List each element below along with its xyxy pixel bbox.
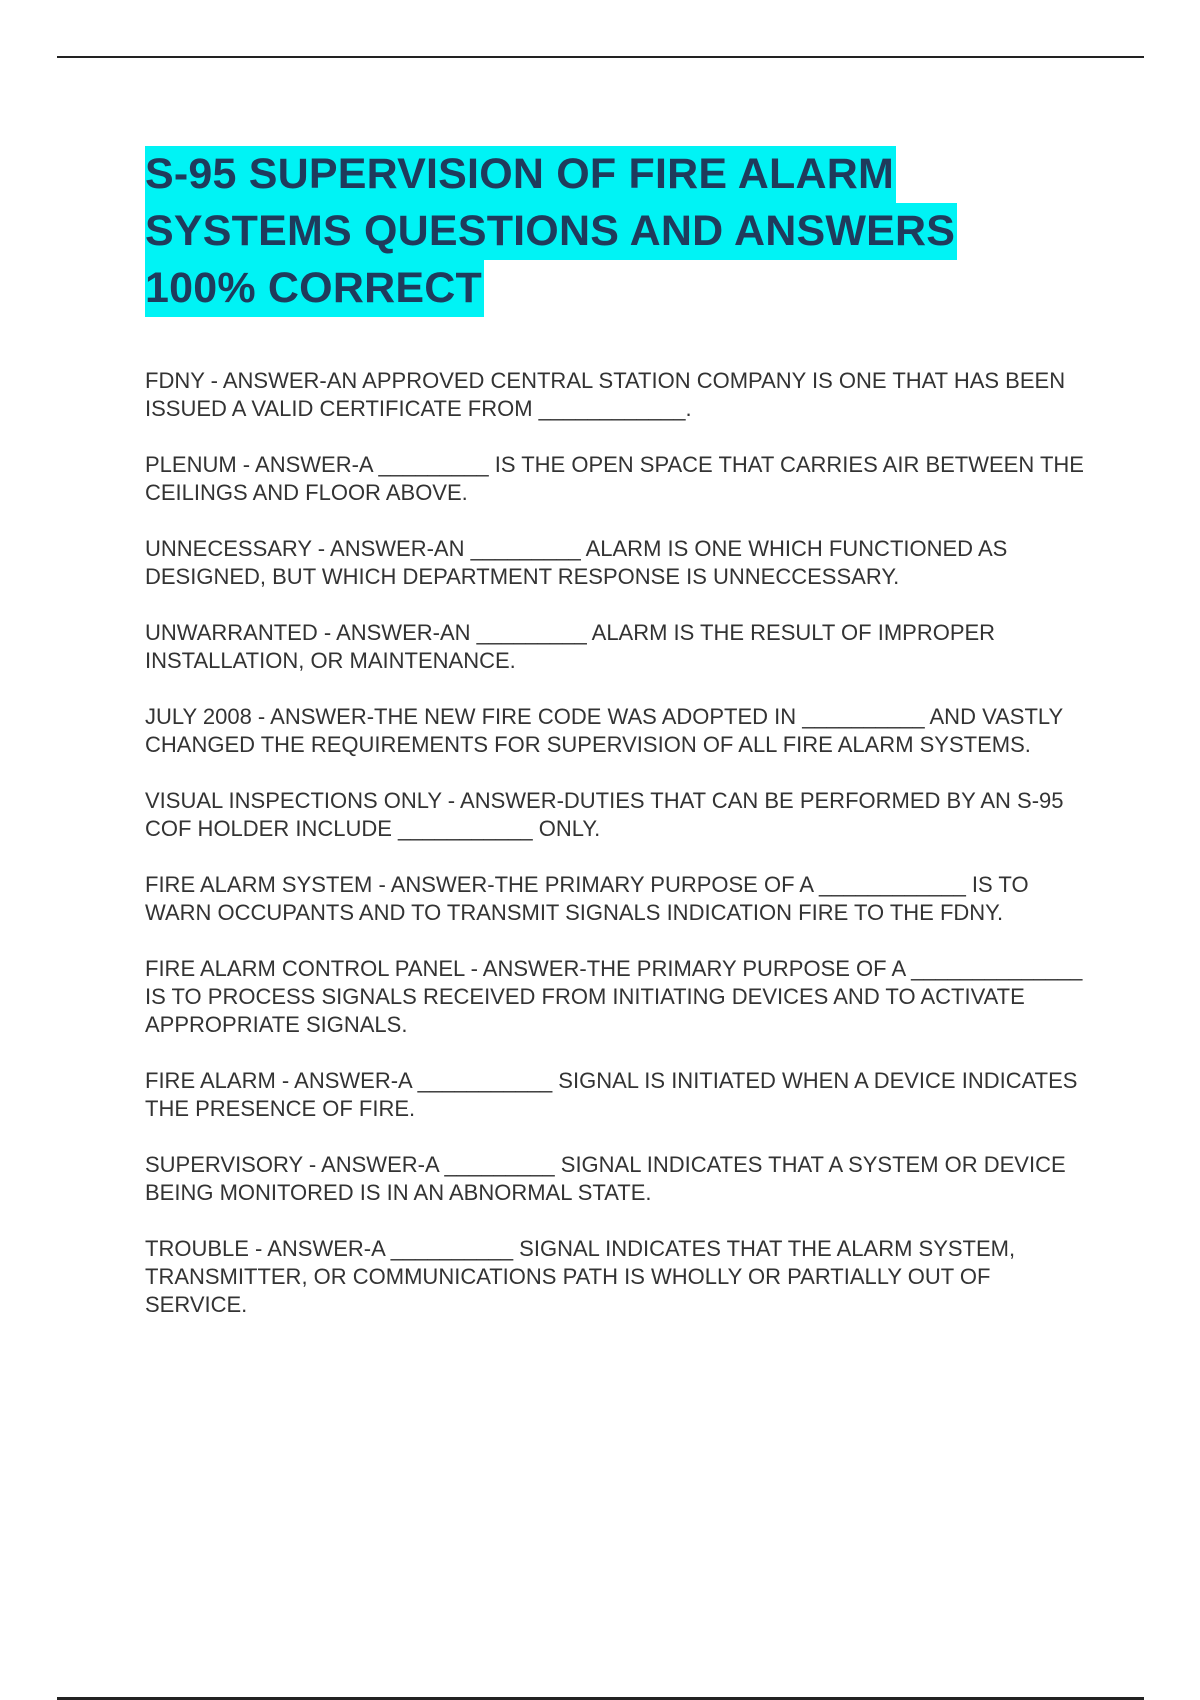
- qa-item-unnecessary: UNNECESSARY - ANSWER-AN _________ ALARM IS ONE WHICH FUNCTIONED AS DESIGNED, BUT WHICH DEPARTMENT RESPONSE IS UNNECCESSARY.: [145, 536, 1008, 589]
- top-rule: [57, 56, 1144, 58]
- qa-item-trouble: TROUBLE - ANSWER-A __________ SIGNAL INDICATES THAT THE ALARM SYSTEM, TRANSMITTER, OR COMMUNICATIONS PATH IS WHOLLY OR PARTIALLY OUT OF SERVICE.: [145, 1236, 1016, 1317]
- qa-item-july-2008: JULY 2008 - ANSWER-THE NEW FIRE CODE WAS ADOPTED IN __________ AND VASTLY CHANGED THE REQUIREMENTS FOR SUPERVISION OF ALL FIRE ALARM SYSTEMS.: [145, 704, 1063, 757]
- qa-item-fdny: FDNY - ANSWER-AN APPROVED CENTRAL STATION COMPANY IS ONE THAT HAS BEEN ISSUED A VALID CERTIFICATE FROM ____________.: [145, 368, 1066, 421]
- qa-item-supervisory: SUPERVISORY - ANSWER-A _________ SIGNAL INDICATES THAT A SYSTEM OR DEVICE BEING MONITORED IS IN AN ABNORMAL STATE.: [145, 1152, 1066, 1205]
- qa-item-unwarranted: UNWARRANTED - ANSWER-AN _________ ALARM IS THE RESULT OF IMPROPER INSTALLATION, OR MAINTENANCE.: [145, 620, 996, 673]
- qa-item-fire-alarm: FIRE ALARM - ANSWER-A ___________ SIGNAL IS INITIATED WHEN A DEVICE INDICATES THE PRESENCE OF FIRE.: [145, 1068, 1078, 1121]
- title-line-1: S-95 SUPERVISION OF FIRE ALARM: [145, 146, 896, 203]
- qa-item-fire-alarm-system: FIRE ALARM SYSTEM - ANSWER-THE PRIMARY PURPOSE OF A ____________ IS TO WARN OCCUPANTS AND TO TRANSMIT SIGNALS INDICATION FIRE TO THE FDNY.: [145, 872, 1029, 925]
- qa-list: [145, 367, 1095, 1347]
- qa-item-visual-inspections: VISUAL INSPECTIONS ONLY - ANSWER-DUTIES THAT CAN BE PERFORMED BY AN S-95 COF HOLDER INCLUDE ___________ ONLY.: [145, 788, 1064, 841]
- qa-item-fire-alarm-control-panel: FIRE ALARM CONTROL PANEL - ANSWER-THE PRIMARY PURPOSE OF A ______________ IS TO PROCESS SIGNALS RECEIVED FROM INITIATING DEVICES AND TO ACTIVATE APPROPRIATE SIGNALS.: [145, 956, 1083, 1037]
- title-line-2: SYSTEMS QUESTIONS AND ANSWERS: [145, 203, 957, 260]
- title-line-3: 100% CORRECT: [145, 260, 484, 317]
- document-title: [145, 146, 1105, 317]
- qa-item-plenum: PLENUM - ANSWER-A _________ IS THE OPEN SPACE THAT CARRIES AIR BETWEEN THE CEILINGS AND FLOOR ABOVE.: [145, 452, 1084, 505]
